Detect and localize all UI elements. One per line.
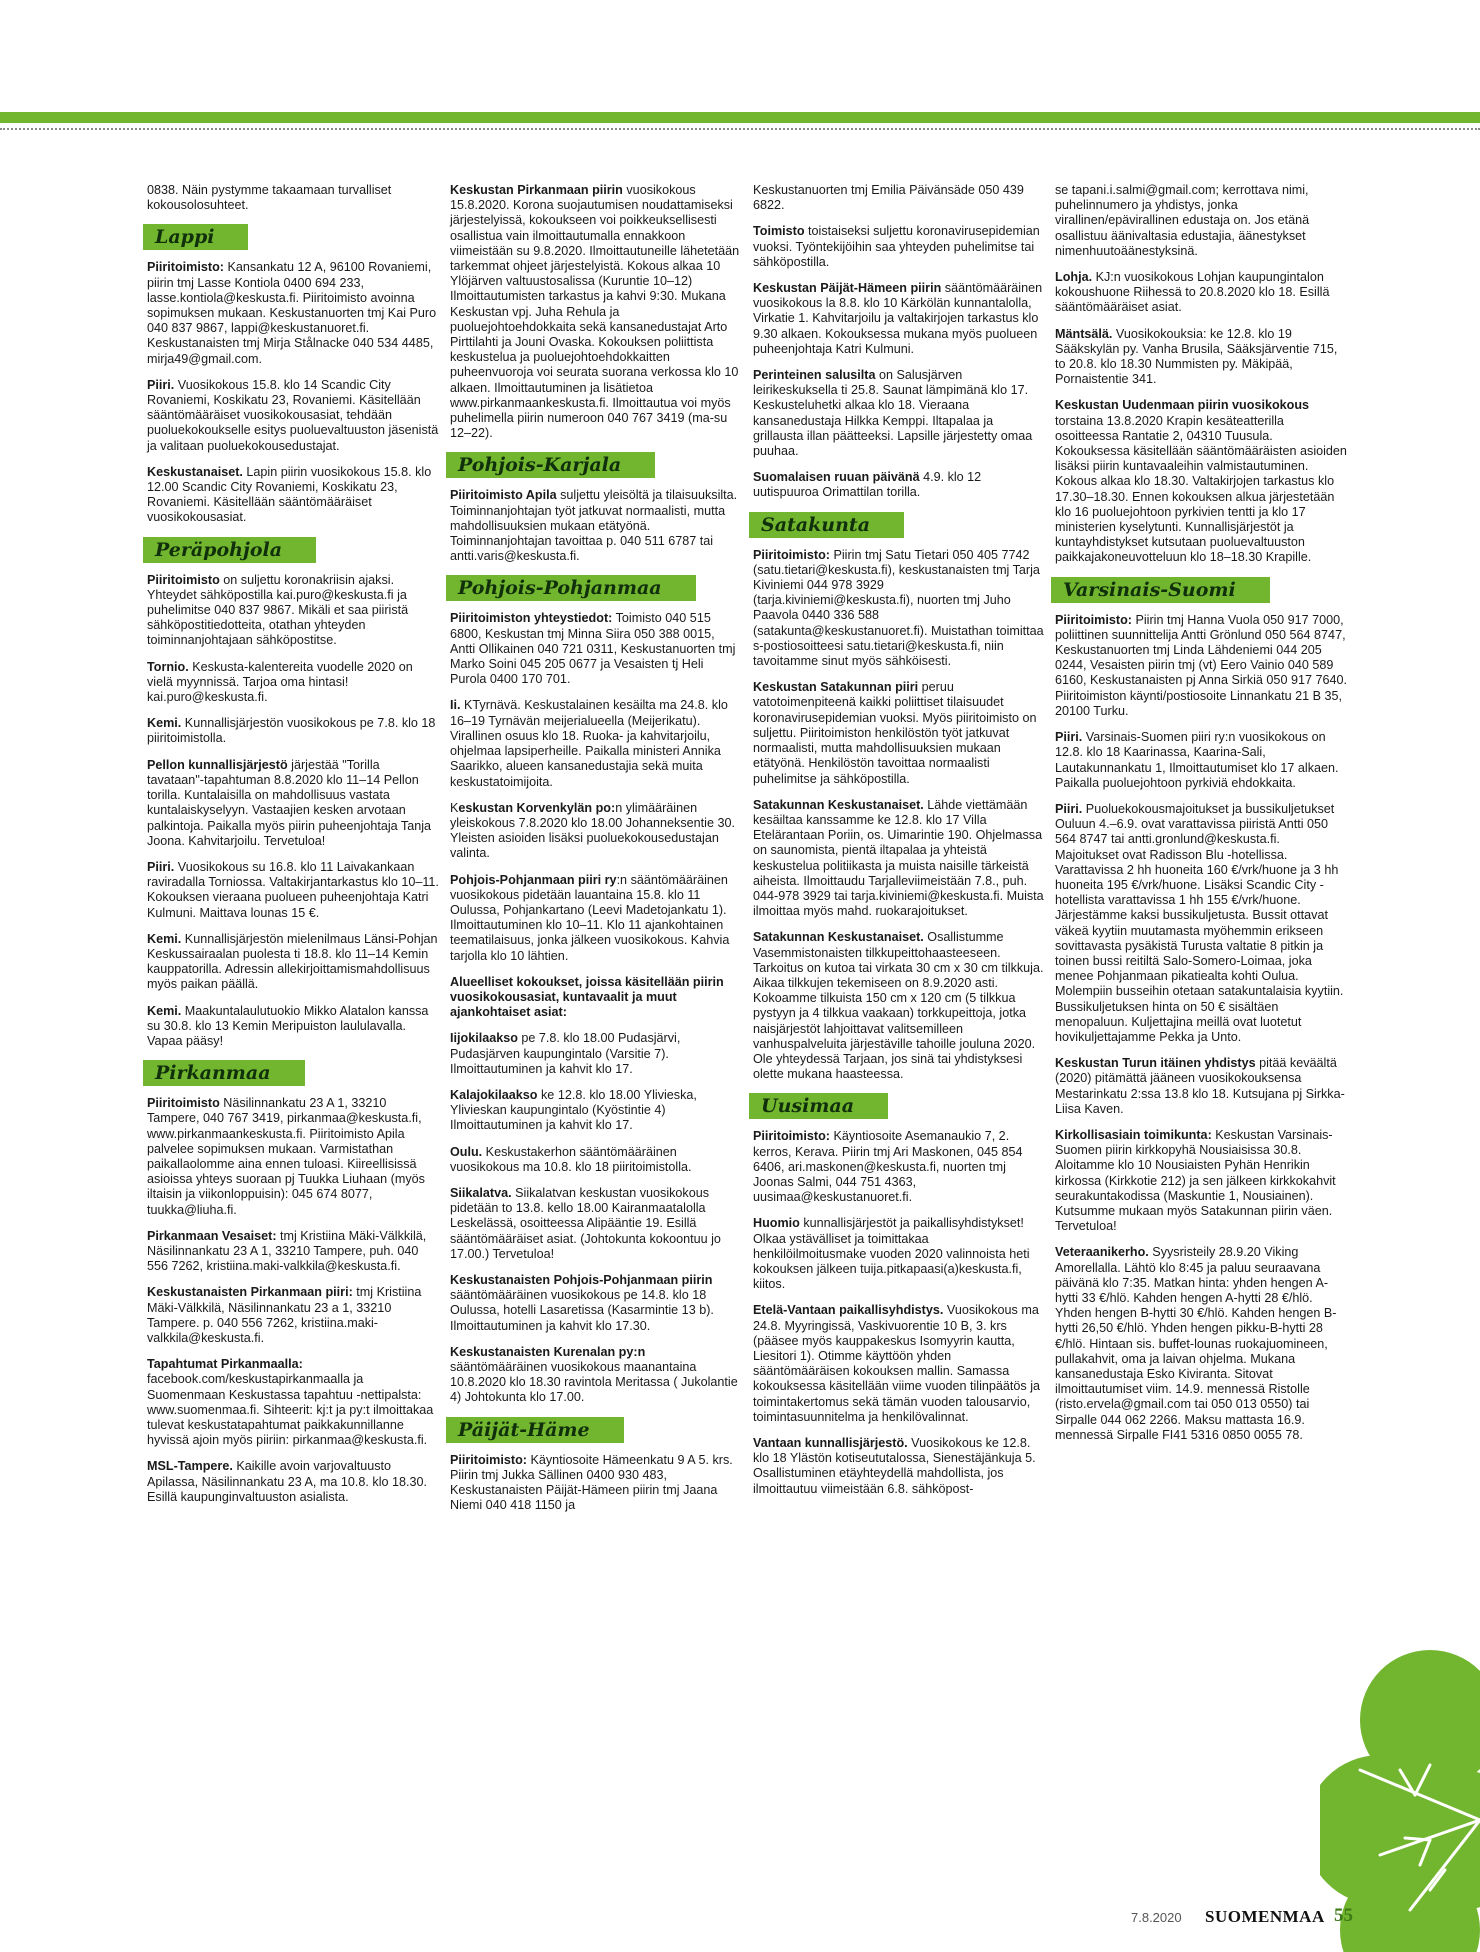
dotted-rule (0, 128, 1480, 130)
paragraph: Keskustan Pirkanmaan piirin vuosikokous 15.8.2020. Korona suojautumisen noudattamiseksi järjestelyissä, kokoukseen voi poikkeuksellisesti osallistua vain ilmoittautumalla ennakkoon viimeistään su 9.8.2020. Ilmoittautuneille lähetetään tarkemmat ohjeet järjestelyistä. Kokous alkaa 10 Ylöjärven valtuustosalissa (Kuruntie 10–12) Ilmoittautumisten tarkastus ja kahvi 9:30. Mukana Keskustan vpj. Juha Rehula ja puoluejohtoehdokkaita sekä kansanedustajat Arto Pirttilahti ja Jouni Ovaska. Kokouksen poliittista keskustelua ja puoluejohtoehdokkaitten puheenvuoroja voi seurata suorana verkossa klo 10 alkaen. Ilmoittautuminen ja lisätietoa www.pirkanmaankeskusta.fi. Ilmoittautua voi myös puhelimella piirin numeroon 040 767 3419 (ma-su 12–22). (450, 183, 740, 441)
section-heading-pohjois-pohjanmaa: Pohjois-Pohjanmaa (446, 575, 696, 601)
paragraph: Tornio. Keskusta-kalentereita vuodelle 2020 on vielä myynnissä. Tarjoa oma hintasi! kai.puro@keskusta.fi. (147, 659, 413, 705)
paragraph: Kalajokilaakso ke 12.8. klo 18.00 Ylivieska, Ylivieskan kaupungintalo (Kyöstintie 4) Ilmoittautuminen ja kahvit klo 17. (450, 1087, 697, 1133)
paragraph: Keskustanaisten Pirkanmaan piiri: tmj Kristiina Mäki-Välkkilä, Näsilinnankatu 23 a 1, 33210 Tampere. p. 040 556 7262, kristiina.maki-valkkila@keskusta.fi. (147, 1285, 422, 1345)
paragraph: Tapahtumat Pirkanmaalla: facebook.com/keskustapirkanmaalla ja Suomenmaan Keskustassa tapahtuu -nettipalsta: www.suomenmaa.fi. Sihteerit: kj:t ja py:t ilmoittakaa tulevat keskustatapahtumat paikkakunnillanne hyvissä ajoin myös piiriin: pirkanmaa@keskusta.fi. (147, 1357, 434, 1448)
section-heading-satakunta: Satakunta (749, 512, 904, 538)
section-heading-pohjois-karjala: Pohjois-Karjala (446, 452, 655, 478)
paragraph: Keskustan Satakunnan piiri peruu vatotoimenpiteenä kaikki poliittiset tilaisuudet koronavirusepidemian vuoksi. Myös piiritoimisto on suljettu. Piiritoimiston henkilöstön työt jatkuvat normaalisti, mutta mahdollisuuksien mukaan etätyönä. Henkilöstön tavoittaa normaalisti puhelimitse ja sähköpostilla. (753, 680, 1037, 786)
paragraph: Kemi. Kunnallisjärjestön mielenilmaus Länsi-Pohjan Keskussairaalan puolesta ti 18.8. klo 11–14 Kemin kauppatorilla. Adressin allekirjoittamismahdollisuus myös paikan päällä. (147, 931, 438, 992)
paragraph: Piiritoimisto: Käyntiosoite Hämeenkatu 9 A 5. krs. Piirin tmj Jukka Sällinen 0400 930 483, Keskustanaisten Päijät-Hämeen piirin tmj Jaana Niemi 040 418 1150 ja (450, 1452, 733, 1513)
paragraph: Piiritoimisto Apila suljettu yleisöltä ja tilaisuuksilta. Toiminnanjohtajan työt jatkuvat normaalisti, mutta mahdollisuuksien mukaan etätyönä. Toiminnanjohtajan tavoittaa p. 040 511 6787 tai antti.varis@keskusta.fi. (450, 488, 738, 564)
paragraph: Toimisto toistaiseksi suljettu koronavirusepidemian vuoksi. Työntekijöihin saa yhteyden puhelimitse tai sähköpostilla. (753, 224, 1040, 269)
paragraph: Iijokilaakso pe 7.8. klo 18.00 Pudasjärvi, Pudasjärven kaupungintalo (Varsitie 7). Ilmoittautuminen ja kahvit klo 17. (450, 1031, 681, 1076)
paragraph: Pirkanmaan Vesaiset: tmj Kristiina Mäki-Välkkilä, Näsilinnankatu 23 A 1, 33210 Tampere, puh. 040 556 7262, kristiina.maki-valkkila@keskusta.fi. (147, 1228, 427, 1274)
footer-magazine-name: SUOMENMAA (1205, 1907, 1325, 1926)
paragraph: Pohjois-Pohjanmaan piiri ry:n sääntömääräinen vuosikokous pidetään lauantaina 15.8. klo 11 Oulussa, Pohjankartano (Leevi Madetojankatu 1). Ilmoittautuminen klo 10–11. Klo 11 ajankohtainen teematilaisuus, jonka jälkeen vuosikokous. Kahvia tarjolla klo 10 lähtien. (450, 872, 730, 963)
paragraph: Keskustanuorten tmj Emilia Päivänsäde 050 439 6822. (753, 183, 1024, 213)
paragraph: Keskustan Turun itäinen yhdistys pitää keväältä (2020) pitämättä jääneen vuosikokouksensa Mestarinkatu 2:ssa 13.8 klo 18. Kutsujana pj Sirkka-Liisa Kaven. (1055, 1056, 1345, 1116)
paragraph: Kemi. Kunnallisjärjestön vuosikokous pe 7.8. klo 18 piiritoimistolla. (147, 716, 436, 746)
paragraph: Piiritoimisto: Kansankatu 12 A, 96100 Rovaniemi, piirin tmj Lasse Kontiola 0400 694 233, lasse.kontiola@keskusta.fi. Piiritoimisto avoinna sopimuksen mukaan. Keskustanuorten tmj Kai Puro 040 837 9867, lappi@keskustanuoret.fi. Keskustanaisten tmj Mirja Stålnacke 040 534 4485, mirja49@gmail.com. (147, 260, 437, 366)
paragraph: Piiritoimisto Näsilinnankatu 23 A 1, 33210 Tampere, 040 767 3419, pirkanmaa@keskusta.fi, www.pirkanmaankeskusta.fi. Piiritoimisto Apila palvelee sopimuksen mukaan. Varmistathan paikallaolomme aina ennen tuloasi. Kiireellisissä asioissa yhteys suoraan pj Tuukka Liuhaan (myös iltaisin ja viikonloppuisin): 045 674 8077, tuukka@liuha.fi. (147, 1096, 425, 1217)
paragraph: Ii. KTyrnävä. Keskustalainen kesäilta ma 24.8. klo 16–19 Tyrnävän meijerialueella (Meijerikatu). Virallinen osuus klo 18. Ruoka- ja kahvitarjoilu, ohjelmaa lapsiperheille. Paikalla ministeri Annika Saarikko, alueen kansanedustajia sekä muita keskustatoimijoita. (450, 698, 728, 789)
paragraph: Alueelliset kokoukset, joissa käsitellään piirin vuosikokousasiat, kuntavaalit ja muut ajankohtaiset asiat: (450, 974, 724, 1020)
paragraph: Piiritoimisto on suljettu koronakriisin ajaksi. Yhteydet sähköpostilla kai.puro@keskusta.fi ja puhelimitse 040 837 9867. Mikäli et saa piiristä sähköpostitiedotteita, otathan yhteyden toiminnanjohtajaan sähköpostitse. (147, 572, 409, 648)
section-heading-lappi: Lappi (143, 224, 248, 250)
column-1 (147, 183, 439, 1516)
paragraph: MSL-Tampere. Kaikille avoin varjovaltuusto Apilassa, Näsilinnankatu 23 A, ma 10.8. klo 18.30. Esillä kaupunginvaltuuston asialista. (147, 1459, 428, 1504)
paragraph: Oulu. Keskustakerhon sääntömääräinen vuosikokous ma 10.8. klo 18 piiritoimistolla. (450, 1144, 692, 1174)
paragraph: Piiri. Varsinais-Suomen piiri ry:n vuosikokous on 12.8. klo 18 Kaarinassa, Kaarina-Sali, Lautakunnankatu 1, Ilmoittautumiset klo 17 alkaen. Paikalla puoluejohtoon pyrkiviä ehdokkaita. (1055, 730, 1339, 790)
paragraph: Keskustanaiset. Lapin piirin vuosikokous 15.8. klo 12.00 Scandic City Rovaniemi, Koskikatu 23, Rovaniemi. Käsitellään sääntömääräiset vuosikokousasiat. (147, 464, 432, 525)
paragraph: Keskustan Päijät-Hämeen piirin sääntömääräinen vuosikokous la 8.8. klo 10 Kärkölän kunnantalolla, Virkatie 1. Kahvitarjoilu ja valtakirjojen tarkastus klo 9.30 alkaen. Kokouksessa mukana myös puolueen puheenjohtaja Katri Kulmuni. (753, 281, 1043, 356)
paragraph: Veteraanikerho. Syysristeily 28.9.20 Viking Amorellalla. Lähtö klo 8:45 ja paluu seuraavana päivänä klo 7:35. Matkan hinta: yhden hengen A-hytti 33 €/hlö. Kahden hengen A-hytti 28 €/hlö. Yhden hengen B-hytti 30 €/hlö. Kahden hengen B-hytti 26,50 €/hlö. Yhden hengen pikku-B-hytti 28 €/hlö. Hintaan sis. buffet-lounas ruokajuomineen, pullakahvit, oma ja laivan ohjelma. Mukana kansanedustaja Esko Kiviranta. Sitovat ilmoittautumiset viim. 14.9. mennessä Ristolle (risto.ervela@gmail.com tai 050 013 0550) tai Sirpalle 044 062 2266. Maksu mattasta 16.9. mennessä Sirpalle FI41 5316 0850 0055 78. (1055, 1245, 1337, 1442)
paragraph: Huomio kunnallisjärjestöt ja paikallisyhdistykset! Olkaa ystävälliset ja toimittakaa henkilöilmoitusmake vuoden 2020 valinnoista heti kokouksen jälkeen tuija.pitkapaasi(a)keskusta.fi, kiitos. (753, 1216, 1030, 1292)
paragraph: 0838. Näin pystymme takaamaan turvalliset kokousolosuhteet. (147, 183, 392, 213)
section-heading-perapohjola: Peräpohjola (143, 537, 316, 563)
column-2 (450, 183, 742, 1524)
page-number: 55 (1334, 1905, 1353, 1926)
section-heading-pirkanmaa: Pirkanmaa (143, 1060, 305, 1086)
paragraph: Piiri. Vuosikokous 15.8. klo 14 Scandic City Rovaniemi, Koskikatu 23, Rovaniemi. Käsitellään sääntömääräiset vuosikokousasiat, tehdään puoluekokoukselle esitys puoluevaltuuston jäsenistä ja valitaan puoluekokousedustajat. (147, 377, 439, 453)
paragraph: Piiritoimisto: Piirin tmj Hanna Vuola 050 917 7000, poliittinen suunnittelija Antti Grönlund 050 564 8747, Keskustanuorten tmj Linda Lähdeniemi 044 205 0244, Vesaisten piirin tmj (vt) Eero Vainio 040 589 6160, Keskustanaisten pj Anna Sirkiä 050 917 7640. Piiritoimiston käynti/postiosoite Linnankatu 21 B 35, 20100 Turku. (1055, 612, 1347, 718)
top-green-bar (0, 112, 1480, 123)
paragraph: se tapani.i.salmi@gmail.com; kerrottava nimi, puhelinnumero ja yhdistys, jonka virallinen/epävirallinen edustaja on. Jos etänä osallistuu äänivaltasia edustajia, äänestykset nimenhuutoäänestyksinä. (1055, 183, 1310, 258)
column-4 (1055, 183, 1347, 1454)
paragraph: Piiri. Puoluekokousmajoitukset ja bussikuljetukset Ouluun 4.–6.9. ovat varattavissa piiristä Antti 050 564 8747 tai antti.gronlund@keskusta.fi. Majoitukset ovat Radisson Blu -hotellissa. Varattavissa 2 hh huoneita 160 €/vrk/huone ja 3 hh huoneita 195 €/vrk/huone. Lisäksi Scandic City -hotellista varattavissa 1 hh 155 €/vrk/huone. Järjestämme kaksi bussikuljetusta. Bussit ottavat väkeä kyytiin muutamasta myöhemmin erikseen sovittavasta pysäkistä Turusta valtatie 8 pitkin ja toinen bussi reitiltä Salo-Somero-Loimaa, joka menee Pohjanmaan pikatiealta kohti Oulua. Molempiin busseihin otetaan satakuntalaisia kyytiin. Bussikuljetuksen hinta on 50 € sisältäen menopaluun. Kuljettajina meillä ovat luotetut hovikuljettajamme Pekka ja Unto. (1055, 801, 1344, 1044)
paragraph: Lohja. KJ:n vuosikokous Lohjan kaupungintalon kokoushuone Riihessä to 20.8.2020 klo 18. Esillä sääntömääräiset asiat. (1055, 270, 1330, 315)
paragraph: Vantaan kunnallisjärjestö. Vuosikokous ke 12.8. klo 18 Ylästön kotiseututalossa, Sienestäjänkuja 5. Osallistuminen etäyhteydellä mahdollista, jos ilmoittautuu viimeistään 6.8. sähköpost- (753, 1436, 1036, 1496)
section-heading-varsinais-suomi: Varsinais-Suomi (1051, 577, 1270, 603)
paragraph: Suomalaisen ruuan päivänä 4.9. klo 12 uutispuuroa Orimattilan torilla. (753, 470, 982, 500)
paragraph: Piiritoimisto: Piirin tmj Satu Tietari 050 405 7742 (satu.tietari@keskusta.fi), keskustanaisten tmj Tarja Kiviniemi 044 978 3929 (tarja.kiviniemi@keskusta.fi), nuorten tmj Juho Paavola 0440 336 588 (satakunta@keskustanuoret.fi). Muistathan toimittaa s-postiosoitteesi satu.tietari@keskusta.fi, niin tavoitamme sinut myös sähköisesti. (753, 547, 1044, 669)
paragraph: Pellon kunnallisjärjestö järjestää "Torilla tavataan"-tapahtuman 8.8.2020 klo 11–14 Pellon torilla. Kuntalaisilla on mahdollisuus vastata kuntalaiskyselyyn. Vastaajien kesken arvotaan palkintoja. Paikalla myös piirin puheenjohtaja Tanja Joona. Kahvitarjoilu. Tervetuloa! (147, 757, 432, 848)
paragraph: Satakunnan Keskustanaiset. Osallistumme Vasemmistonaisten tilkkupeittohaasteeseen. Tarkoitus on kutoa tai virkata 30 cm x 30 cm tilkkuja. Aikaa tilkkujen tekemiseen on 8.9.2020 asti. Kokoamme tilkuista 150 cm x 120 cm (5 tilkkua pystyyn ja 4 tilkkua vaakaan) torkkupeittoja, jotka naisjärjestöt lahjoittavat valitsemilleen vanhuspalveluita järjestäville tahoille jouluna 2020. Ole yhteydessä Tarjaan, jos sinä tai yhdistyksesi olette mukana haasteessa. (753, 930, 1044, 1082)
paragraph: Satakunnan Keskustanaiset. Lähde viettämään kesäiltaa kanssamme ke 12.8. klo 17 Villa Etelärantaan Poriin, os. Uimarintie 190. Ohjelmassa on saunomista, pientä iltapalaa ja yhteistä keskustelua politiikasta ja muista naisille tärkeistä aiheista. Ilmoittaudu Tarjalleviimeistään 7.8., puh. 044-978 3929 tai tarja.kiviniemi@keskusta.fi. Muista ilmoittaa myös mahd. ruokarajoitukset. (753, 797, 1044, 919)
paragraph: Kemi. Maakuntalaulutuokio Mikko Alatalon kanssa su 30.8. klo 13 Kemin Meripuiston laululavalla. Vapaa pääsy! (147, 1003, 429, 1048)
footer-date: 7.8.2020 (1131, 1910, 1182, 1925)
paragraph: Piiritoimisto: Käyntiosoite Asemanaukio 7, 2. kerros, Kerava. Piirin tmj Ari Maskonen, 045 854 6406, ari.maskonen@keskusta.fi, nuorten tmj Joonas Salmi, 044 751 4363, uusimaa@keskustanuoret.fi. (753, 1129, 1023, 1205)
section-heading-paijat-hame: Päijät-Häme (446, 1417, 624, 1443)
paragraph: Keskustanaisten Pohjois-Pohjanmaan piirin sääntömääräinen vuosikokous pe 14.8. klo 18 Oulussa, hotelli Lasaretissa (Kasarmintie 13 b). Ilmoittautuminen ja kahvit klo 17.30. (450, 1272, 714, 1333)
paragraph: Etelä-Vantaan paikallisyhdistys. Vuosikokous ma 24.8. Myyringissä, Vaskivuorentie 10 B, 3. krs (pääsee myös kauppakeskus Isomyyrin kautta, Liesitori 1). Otimme käyttöön yhden sääntömääräisen kokouksen mallin. Samassa kokouksessa käsitellään viime vuoden tilinpäätös ja toimintakertomus sekä tämän vuoden talousarvio, toimintasuunnitelma ja henkilövalinnat. (753, 1303, 1041, 1424)
paragraph: Keskustan Korvenkylän po:n ylimääräinen yleiskokous 7.8.2020 klo 18.00 Johanneksentie 30. Yleisten asioiden lisäksi puoluekokousedustajan valinta. (450, 800, 735, 861)
column-3 (753, 183, 1045, 1508)
paragraph: Siikalatva. Siikalatvan keskustan vuosikokous pidetään to 13.8. kello 18.00 Kairanmaatalolla Leskelässä, osoitteessa Alipääntie 19. Esillä sääntömääräiset asiat. (Johtokunta kokoontuu jo 17.00.) Tervetuloa! (450, 1185, 721, 1261)
paragraph: Keskustan Uudenmaan piirin vuosikokous torstaina 13.8.2020 Krapin kesäteatterilla osoitteessa Rantatie 2, 04310 Tuusula. Kokouksessa käsitellään sääntömääräisten asioiden lisäksi piirin kuntavaaleihin valmistautuminen. Kokous alkaa klo 18.30. Valtakirjojen tarkastus klo 17.30–18.30. Ennen kokouksen alkua järjestetään klo 16 puoluejohtoon pyrkivien tentti ja klo 17 ministerien kyselytunti. Kunnallisjärjestöt ja kuntayhdistykset kutsutaan puoluevaltuuston paikkajakoneuvotteluun klo 18–18.30 Krapille. (1055, 398, 1347, 565)
paragraph: Mäntsälä. Vuosikokouksia: ke 12.8. klo 19 Sääkskylän py. Vanha Brusila, Sääksjärventie 715, to 20.8. klo 18.30 Nummisten py. Mäkipää, Pornaistentie 341. (1055, 326, 1338, 387)
paragraph: Piiritoimiston yhteystiedot: Toimisto 040 515 6800, Keskustan tmj Minna Siira 050 388 0015, Antti Ollikainen 040 721 0311, Keskustanuorten tmj Marko Soini 045 205 0677 ja Vesaisten tj Heli Purola 0400 170 701. (450, 611, 736, 687)
paragraph: Perinteinen salusilta on Salusjärven leirikeskuksella ti 25.8. Saunat lämpimänä klo 17. Keskusteluhetki alkaa klo 18. Vieraana kansanedustaja Hilkka Kemppi. Iltapalaa ja grillausta illan päätteeksi. Lapsille järjestetty omaa puuhaa. (753, 368, 1033, 459)
paragraph: Kirkollisasiain toimikunta: Keskustan Varsinais-Suomen piirin kirkkopyhä Nousiaisissa 30.8. Aloitamme klo 10 Nousiaisten Pyhän Henrikin kirkossa (Kirkkotie 212) ja sen jälkeen kirkkokahvit seurakuntakodissa (Maskuntie 1, Nousiainen). Kutsumme mukaan myös Satakunnan piirin väen. Tervetuloa! (1055, 1127, 1336, 1234)
paragraph: Piiri. Vuosikokous su 16.8. klo 11 Laivakankaan raviradalla Torniossa. Valtakirjantarkastus klo 10–11. Kokouksen vieraana puolueen puheenjohtaja Katri Kulmuni. Maittava lounas 15 €. (147, 859, 439, 920)
section-heading-uusimaa: Uusimaa (749, 1093, 888, 1119)
paragraph: Keskustanaisten Kurenalan py:n sääntömääräinen vuosikokous maanantaina 10.8.2020 klo 18.30 ravintola Meritassa ( Jukolantie 4) Johtokunta klo 17.00. (450, 1344, 738, 1405)
